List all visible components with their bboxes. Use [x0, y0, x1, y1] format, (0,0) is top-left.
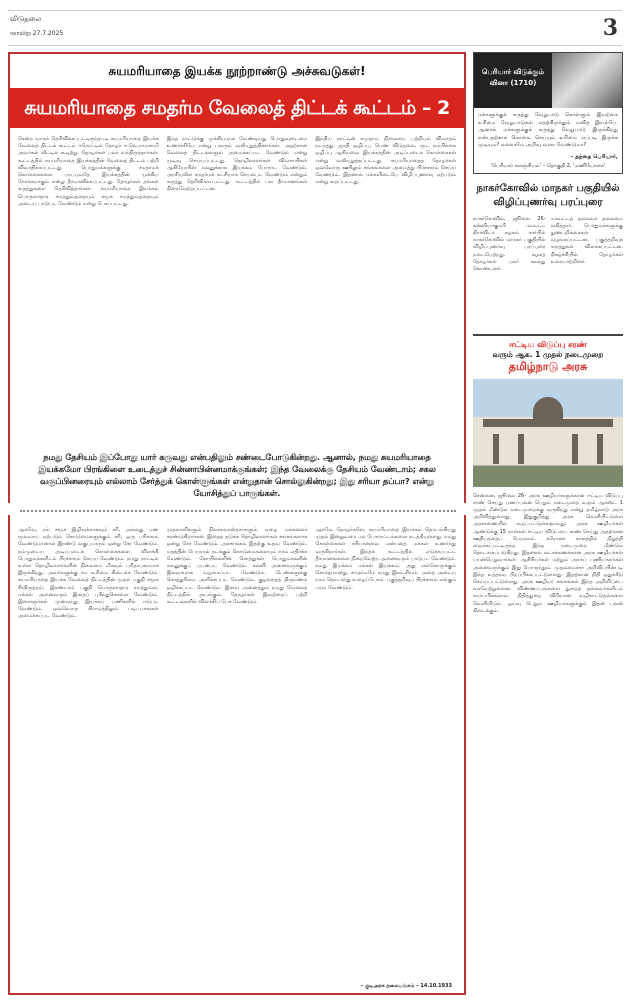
article-column: முதலாளிகளும் நிலச்சுவான்தார்களும் ஏழை மக்களைச் சுரண்டுகிறார்கள். இதைத் தடுக்க தொழிலாளர்கள் சங்கங்களாக ஒன்று சேர வேண்டும். அரசாங்கம் இதற்கு உதவ வேண்டும். மதத்தின் பெயரால் நடக்கும் கொடுமைகளையும் நாம் எதிர்க்க வேண்டும். கோயில்களின் சொத்துகள் பொதுமக்களின் நலனுக்குப் பயன்பட வேண்டும். கல்வி அனைவருக்கும் இலவசமாக வழங்கப்பட வேண்டும். பெண்களுக்கு சொத்துரிமை அளிக்கப்பட வேண்டும். குழந்தைத் திருமணம் ஒழிக்கப்பட வேண்டும். இவை அனைத்தும் நமது வேலைத் திட்டத்தில் அடங்கும். தோழர்கள் இவற்றைப் பற்றி கூட்டங்களில் விளக்கிப் பேச வேண்டும்.: [166, 527, 308, 606]
article-column: சென்னை, ஜூலை 26- அரசு ஊழியர்களுக்கான ஈட்டிய விடுப்பு சரண் செய்து பணப்பலன் பெறும் நடைமுறை வரும் ஆகஸ்ட் 1 முதல் மீண்டும் நடைமுறைக்கு வருகிறது என்று தமிழ்நாடு அரசு அறிவித்துள்ளது. இதுகுறித்து அரசு வெளியிட்டுள்ள அரசாணையில் கூறப்பட்டுள்ளதாவது: அரசு ஊழியர்கள் ஆண்டுக்கு 15 நாள்கள் ஈட்டிய விடுப்பை சரண் செய்து அதற்கான ஊதியத்தைப் பெறலாம். கரோனா காலத்தில் நிறுத்தி வைக்கப்பட்டிருந்த இந்த நடைமுறை மீண்டும் தொடங்கப்படுகிறது. இதனால் லட்சக்கணக்கான அரசு ஊழியர்கள் பயன்பெறுவார்கள். ஆசிரியர்கள் மற்றும் அரசுப் பணியாளர்கள் அனைவருக்கும் இது பொருந்தும். முதலமைச்சர் அறிவிப்பின்படி இந்த உத்தரவு பிறப்பிக்கப்பட்டுள்ளது. இதற்கான நிதி ஒதுக்கீடு செய்யப்பட்டுள்ளது. அரசு ஊழியர் சங்கங்கள் இந்த அறிவிப்பை வரவேற்றுள்ளன. விண்ணப்பங்களை துறைத் தலைவர்களிடம் சமர்ப்பிக்கலாம். நிதித்துறை விரிவான வழிகாட்டுதல்களை வெளியிடும். ஓய்வு பெறும் ஊழியர்களுக்கும் இதன் பலன் கிடைக்கும்.: [473, 492, 623, 614]
article-kicker: சுயமரியாதை இயக்க நூற்றாண்டு அச்சுவடுகள்!: [108, 64, 366, 78]
article-column: ஆகவே, நம் சமூக இழிவுக்காகவும் சரி, அல்லது பண மூலமாய் ஏற்படும் கொடுமைகளுக்கும் சரி, ஒரு பரிகாரம் வேண்டுமானால் இரண்டு வகுப்பாரும் ஒன்று சேர வேண்டும். நம்முடைய அடிப்படைக் கொள்கைகளை விளக்கி பொதுமக்களிடம் பிரச்சாரம் செய்ய வேண்டும். நமது நாட்டில் உள்ள தொழிலாளர்களின் நிலைமை மிகவும் பரிதாபகரமாக இருக்கிறது. அவர்களுக்கு சம உரிமை கிடைக்க வேண்டும். சுயமரியாதை இயக்க வேலைத் திட்டத்தின் முதல் பகுதி சமூக சீர்திருத்தம்; இரண்டாம் பகுதி பொருளாதார சமத்துவம். மக்கள் அனைவரும் இதைப் புரிந்துகொள்ள வேண்டும். இளைஞர்கள் முன்வந்து இயக்கப் பணிகளில் ஈடுபட வேண்டும். ஒவ்வொரு கிராமத்திலும் படிப்பகங்கள் அமைக்கப்பட வேண்டும்.: [18, 527, 159, 620]
article-headline: சுயமரியாதை சமதர்ம வேலைத் திட்டக் கூட்டம் – 2: [10, 88, 464, 128]
periyar-question-box: [473, 52, 623, 174]
periyar-quote: மக்களுக்குக் கருத்து வேறுபாடு கொள்ளும் இயற்கை உரிமை வேறுபாடுகள் எதற்கிருந்தும் மனித இயல்பே. ஆனால் மக்களுக்குக் கருத்து வேறுபாடு இருக்கிறது என்பதற்காக கொலை செய்யும் உரிமை எப்படி இருக்க முடியும்? எல்லாமே அறிவு வளர வேண்டுமா?: [478, 112, 618, 148]
quote-author: – தந்தை பெரியார்,: [570, 153, 618, 160]
article-column: மாவட்டத் தலைவர் தலைமை வகித்தார். பொதுமக்களுக்கு துண்டறிக்கைகள் வழங்கப்பட்டன. பகுத்தறிவுக் கருத்துகள் விளக்கப்பட்டன. நிகழ்ச்சியில் தோழர்கள் உரையாற்றினர்.: [550, 215, 623, 265]
leave-title: தமிழ்நாடு அரசு: [508, 359, 588, 373]
page-header: [8, 10, 622, 46]
quote-source: 'பெரியார் களஞ்சியம்' – தொகுதி 2, 'மணியோசை': [490, 162, 606, 169]
sidebar: [473, 52, 623, 963]
article-source: – குடிஅரசு தலையங்கம் – 14.10.1933: [360, 983, 452, 989]
lead-article: [8, 52, 466, 492]
leave-kicker: ஈட்டிய விடுப்பு சரண்: [509, 339, 587, 349]
periyar-portrait: [552, 53, 622, 108]
nagercoil-headline: நாகர்கோவில் மாநகர் பகுதியில் விழிப்புணர்வு பரப்புரை: [476, 182, 620, 208]
divider: [20, 510, 456, 512]
article-column: நாகர்கோவில், ஜூலை 26- கன்னியாகுமரி மாவட்ட திராவிடர் கழகம் சார்பில் நாகர்கோவில் மாநகர் பகுதியில் விழிப்புணர்வு பரப்புரை நடைபெற்றது. கழகத் தோழர்கள் பலர் கலந்து கொண்டனர்.: [473, 215, 546, 272]
secretariat-photo: [473, 379, 623, 487]
page-number: 3: [602, 15, 618, 41]
periyar-box-title: பெரியார் விடுக்கும் வினா (1710): [482, 68, 544, 87]
article-column: இந்திய நாட்டின் சமுதாய நிலைமை பற்றியும் விவாதம் நடந்தது. ஜாதி ஒழிப்பு, பெண் விடுதலை, மூட நம்பிக்கை ஒழிப்பு ஆகியவை இயக்கத்தின் அடிப்படைக் கொள்கைகள் என்று வலியுறுத்தப்பட்டது. சுயமரியாதைத் தோழர்கள் ஒவ்வொரு ஊரிலும் சங்கங்களை அமைத்து பிரச்சாரம் செய்ய வேண்டும். இதனால் மக்களிடையே விழிப்புணர்வு ஏற்படும் என்று கூறப்பட்டது.: [315, 136, 457, 186]
newspaper-name: விடுதலை: [10, 15, 42, 23]
leave-headline: [473, 334, 623, 375]
article-continuation: [8, 515, 466, 995]
article-column: ஆகவே தோழர்களே, சுயமரியாதை இயக்கம் தொடங்கியது முதல் இன்றுவரை பல போராட்டங்களை நடத்தியுள்ளது. நமது கொள்கைகள் சரியானவை என்பதை மக்கள் உணர்ந்து வருகிறார்கள். இந்தக் கூட்டத்தில் எடுக்கப்பட்ட தீர்மானங்களை நிறைவேற்ற அனைவரும் பாடுபட வேண்டும். நமது இயக்கம் மக்கள் இயக்கம்; அது எல்லோருக்கும் சொந்தமானது. சமதர்மமே நமது இலட்சியம். அதை அடைய நாம் தொடர்ந்து உழைப்போம். பகுத்தறிவுப் பிரச்சாரம் எங்கும் பரவ வேண்டும்.: [315, 527, 457, 591]
issue-date: ஞாயிறு 27.7.2025: [10, 30, 64, 37]
article-column: சென்ற வாரம் தெரிவிக்கப்பட்டிருந்தபடி சுயமரியாதை இயக்க வேலைத் திட்டக் கூட்டம் ஈரோட்டில் தோழர் ஈ.வெ.ராமசாமி அவர்கள் வீட்டில் கூடிற்று. தோழர்கள் பலர் வந்திருந்தார்கள். கூட்டத்தில் சுயமரியாதை இயக்கத்தின் வேலைத் திட்டம் பற்றி விவாதிக்கப்பட்டது. பொதுமக்களுக்கு சமதர்மக் கொள்கைகளை பரப்புவதே இயக்கத்தின் முக்கிய நோக்கமாகும் என்று தீர்மானிக்கப்பட்டது. தோழர்கள் தங்கள் கருத்துகளை தெரிவித்தார்கள். சுயமரியாதை இயக்கம் பொருளாதார சமத்துவத்தையும் சமூக சமத்துவத்தையும் அடைய பாடுபட வேண்டும் என்று பேசப்பட்டது.: [18, 136, 159, 207]
pull-quote: நமது தேசியம் இப்போது யார் கருவது என்பதிலும் சண்டைபோடுகின்றது. ஆனால், நமது சுயமரியாதை இயக்கமோ பிரங்கிளை உடைத்துச் சின்னாபின்னமாக்குங்கள்; இந்த வேலைக்கு தேசியம் வேண்டாம்; சகல வகுப்பினரையும் எல்லாம் சேர்த்துக் கொள்ளுங்கள் என்றுதான் சொல்லுகின்றது; இது சரியா தப்பா? என்று யோசித்துப் பாருங்கள்.: [8, 445, 466, 503]
article-column: இந்த நாட்டுக்கு முக்கியமாக வேண்டியது பொதுவுடைமை உணர்ச்சியே என்று பலரும் வலியுறுத்தினார்கள். அதற்கான வேலைத் திட்டங்களும் அமைக்கப்பட வேண்டும் என்று முடிவு செய்யப்பட்டது. தொழிலாளர்கள் விவசாயிகள் ஆகியோரின் நலனுக்காக இயக்கம் போராட வேண்டும். அரசியலில் சமதர்மக் கட்சியாக செயல்பட வேண்டும் என்றும் கருத்து தெரிவிக்கப்பட்டது. கூட்டத்தில் பல தீர்மானங்கள் நிறைவேற்றப்பட்டன.: [166, 136, 308, 193]
leave-subhead: வரும் ஆக. 1 முதல் நடைமுறை: [492, 349, 604, 359]
